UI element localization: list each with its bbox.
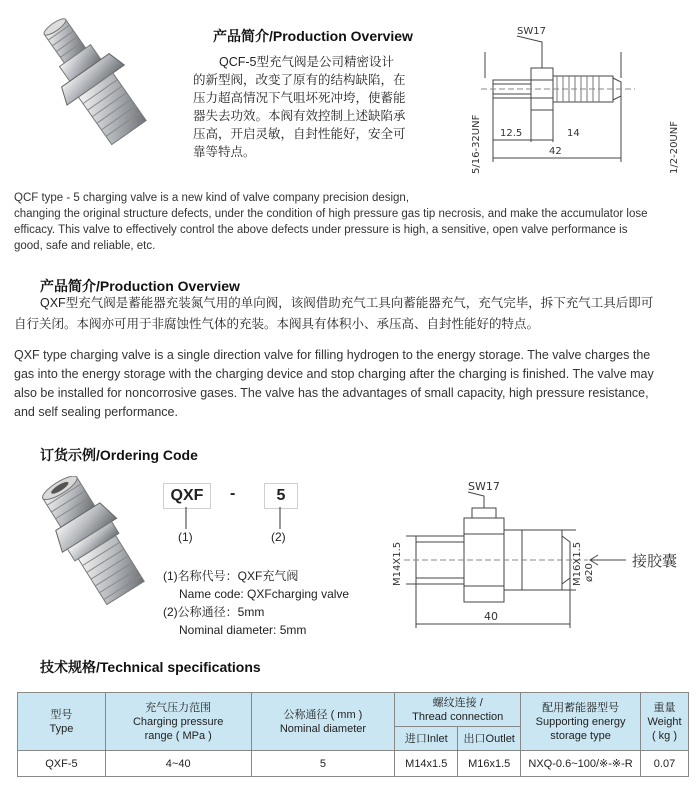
- qxf-right-thread: M16X1.5: [572, 541, 583, 586]
- th-thread: 螺纹连接 / Thread connection: [395, 693, 521, 727]
- qcf-dim-total: 42: [549, 146, 562, 157]
- section1-title: 产品简介/Production Overview: [213, 28, 413, 44]
- order-code-dash: -: [230, 485, 236, 502]
- qxf-dimension-drawing: [376, 478, 694, 638]
- th-weight: 重量 Weight ( kg ): [640, 693, 688, 751]
- qxf-connect-label: 接胶囊: [632, 552, 678, 570]
- order-notes: (1)名称代号：QXF充气阀 Name code: QXFcharging valve (2)公称通径：5mm Nominal diameter: 5mm: [163, 569, 350, 637]
- th-accumulator: 配用蓄能器型号 Supporting energy storage type: [521, 693, 641, 751]
- section1-zh-text: QCF-5型充气阀是公司精密设计 的新型阀，改变了原有的结构缺陷，在 压力超高情况下气咀坏死冲垮，使蓄能 器失去功效。本阀有效控制上述缺陷承 压高，开启灵敏，自封性能好，安全可 靠等特点。: [193, 55, 406, 159]
- qcf-right-thread: 1/2-20UNF: [669, 121, 680, 174]
- cell-diameter: 5: [251, 751, 395, 777]
- order-code-diameter: 5: [264, 483, 298, 509]
- section2-en-text: QXF type charging valve is a single direction valve for filling hydrogen to the energy storage. The valve charges the gas into the energy storage with the charging device and stop charging after the charging is finished. The valve may also be installed for noncorrosive gases. The valve has the advantages of small capacity, high pressure resistance, and self sealing performance.: [14, 348, 654, 419]
- section2-zh-text: QXF型充气阀是蓄能器充装氮气用的单向阀，该阀借助充气工具向蓄能器充气，充气完毕，拆下充气工具后即可 自行关闭。本阀亦可用于非腐蚀性气体的充装。本阀具有体积小、承压高、自封性能好的特点。: [14, 296, 654, 331]
- valve-photo-1: [20, 18, 180, 168]
- cell-weight: 0.07: [640, 751, 688, 777]
- qxf-diameter: ø20: [584, 563, 595, 582]
- th-outlet: 出口Outlet: [458, 727, 521, 751]
- qxf-left-thread: M14X1.5: [392, 541, 403, 586]
- table-row: [18, 751, 689, 777]
- specs-table: [17, 692, 689, 777]
- cell-inlet: M14x1.5: [395, 751, 458, 777]
- order-mark-1: (1): [178, 530, 193, 544]
- qcf-left-thread: 5/16-32UNF: [471, 114, 482, 174]
- cell-pressure: 4~40: [105, 751, 251, 777]
- cell-outlet: M16x1.5: [458, 751, 521, 777]
- valve-photo-2: [30, 476, 160, 616]
- th-diameter: 公称通径 ( mm ) Nominal diameter: [251, 693, 395, 751]
- qcf-sw-label: SW17: [517, 26, 546, 37]
- th-type: 型号 Type: [18, 693, 106, 751]
- qcf-dim-b: 14: [567, 128, 580, 139]
- qcf-dimension-drawing: [445, 22, 690, 182]
- order-mark-2: (2): [271, 530, 286, 544]
- th-pressure: 充气压力范围 Charging pressure range ( MPa ): [105, 693, 251, 751]
- qcf-dim-a: 12.5: [500, 128, 523, 139]
- specs-title: 技术规格/Technical specifications: [40, 659, 261, 675]
- section1-en-text: QCF type - 5 charging valve is a new kind of valve company precision design, changing the original structure defects, under the condition of high pressure gas tip necrosis, and make the accumulator lose efficacy. This valve to effectively control the above defects under pressure is high, a sensitive, open valve performance is good, safe and reliable, etc.: [14, 192, 648, 252]
- th-inlet: 进口Inlet: [395, 727, 458, 751]
- order-code-name: QXF: [163, 483, 211, 509]
- cell-accumulator: NXQ-0.6~100/※-※-R: [521, 751, 641, 777]
- qxf-length: 40: [484, 610, 498, 623]
- qxf-sw-label: SW17: [468, 480, 500, 493]
- ordering-title: 订货示例/Ordering Code: [40, 447, 198, 463]
- section2-title: 产品简介/Production Overview: [40, 278, 240, 294]
- order-code-leaders: [170, 507, 300, 531]
- cell-type: QXF-5: [18, 751, 106, 777]
